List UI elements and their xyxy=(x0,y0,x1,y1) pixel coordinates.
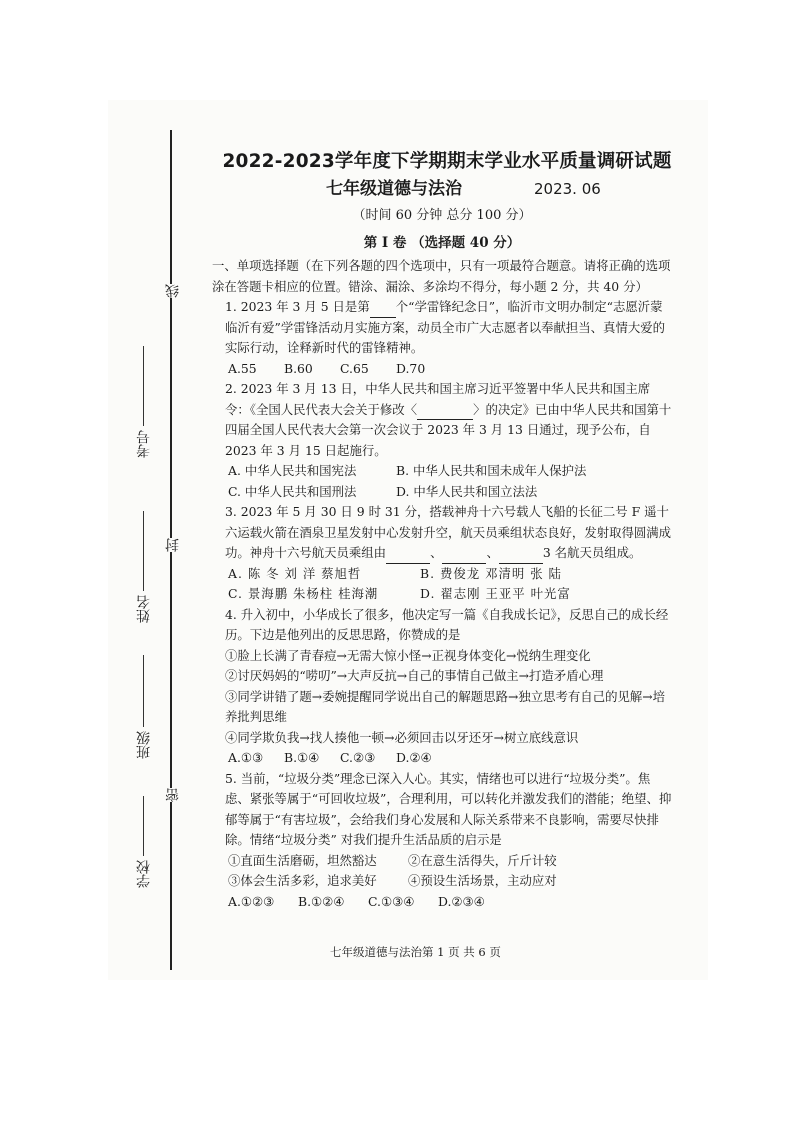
volume-heading: 第 Ⅰ 卷 （选择题 40 分） xyxy=(363,235,521,251)
q3-option-d: D. 翟志刚 王亚平 叶光富 xyxy=(420,586,571,601)
q3-separator-1: 、 xyxy=(430,545,443,560)
q5-option-b: B.①②④ xyxy=(298,893,345,909)
q4-item-3: ③同学讲错了题→委婉提醒同学说出自己的解题思路→独立思考有自己的见解→培养批判思维 xyxy=(225,688,666,724)
school-rule xyxy=(144,796,145,856)
school-field xyxy=(136,790,160,890)
class-field xyxy=(136,650,160,760)
q2-option-d: D. 中华人民共和国立法法 xyxy=(396,483,538,499)
q4-item-1: ①脸上长满了青春痘→无需大惊小怪→正视身体变化→悦纳生理变化 xyxy=(225,647,591,663)
q4-item-4: ④同学欺负我→找人揍他一顿→必须回击以牙还牙→树立底线意识 xyxy=(225,729,579,745)
q5-item-3: ③体会生活多彩，追求美好 xyxy=(228,873,377,888)
q3-stem-a: 3. 2023 年 5 月 30 日 9 时 31 分，搭载神舟十六号载人飞船的长征二号 F 遥十六运载火箭在酒泉卫星发射中心发射升空，航天员乘组状态良好，发射取得圆满成功。神舟十六号航天员乘组由 xyxy=(225,504,672,560)
question-5: 5. 当前，“垃圾分类”理念已深入人心。其实，情绪也可以进行“垃圾分类”。焦虑、紧张等属于“可回收垃圾”，合理利用，可以转化并激发我们的潜能；绝望、抑郁等属于“有害垃圾”，会给我们身心发展和人际关系带来不良影响，需要尽快排除。情绪“垃圾分类” 对我们提升生活品质的启示是 xyxy=(225,770,672,847)
question-4: 4. 升入初中，小华成长了很多，他决定写一篇《自我成长记》，反思自己的成长经历。下边是他列出的反思思路，你赞成的是 xyxy=(225,606,669,642)
question-2 xyxy=(212,379,672,461)
q3-option-a: A. 陈 冬 刘 洋 蔡旭哲 xyxy=(228,565,362,581)
q1-option-d: D.70 xyxy=(396,360,426,376)
q3-option-c: C. 景海鹏 朱杨柱 桂海潮 xyxy=(228,586,379,601)
name-label: 姓名 xyxy=(136,595,152,623)
q1-option-c: C.65 xyxy=(340,360,369,376)
name-rule xyxy=(144,511,145,591)
q2-options xyxy=(212,461,672,502)
q2-option-a: A. 中华人民共和国宪法 xyxy=(228,463,357,478)
question-3 xyxy=(212,502,672,564)
page-footer: 七年级道德与法治第 1 页 共 6 页 xyxy=(330,945,501,959)
q5-item-4: ④预设生活场景，主动应对 xyxy=(408,873,557,888)
section-instructions: 一、单项选择题（在下列各题的四个选项中，只有一项最符合题意。请将正确的选项涂在答题卡相应的位置。错涂、漏涂、多涂均不得分，每小题 2 分，共 40 分） xyxy=(212,258,671,294)
q3-blank-1 xyxy=(386,549,430,564)
exam-date: 2023. 06 xyxy=(534,180,601,198)
exam-subject: 七年级道德与法治 xyxy=(326,179,462,199)
q4-option-a: A.①③ xyxy=(228,750,264,765)
subtitle-row xyxy=(212,176,672,202)
binding-mark-seal: 封 xyxy=(165,538,181,552)
q4-option-c: C.②③ xyxy=(340,750,376,765)
q2-option-c: C. 中华人民共和国刑法 xyxy=(228,483,357,499)
q4-option-b: B.①④ xyxy=(284,750,320,765)
exam-number-rule xyxy=(144,346,145,426)
q5-option-a: A.①②③ xyxy=(228,893,275,909)
class-rule xyxy=(144,655,145,727)
q1-blank xyxy=(370,303,396,318)
q3-option-b: B. 费俊龙 邓清明 张 陆 xyxy=(420,565,562,581)
exam-number-label: 考号 xyxy=(136,430,152,458)
school-label: 学校 xyxy=(136,860,152,888)
exam-title: 2022-2023学年度下学期期末学业水平质量调研试题 xyxy=(222,151,672,172)
q3-blank-2 xyxy=(442,549,486,564)
q1-option-a: A.55 xyxy=(228,360,257,376)
q3-stem-b: 3 名航天员组成。 xyxy=(542,545,642,560)
q1-option-b: B.60 xyxy=(284,360,313,376)
q2-stem-b: 〉的决定》已由中华人民共和国第十四届全国人民代表大会第一次会议于 2023 年 3 月 13 日通过，现予公布，自 2023 年 3 月 15 日起施行。 xyxy=(225,401,672,458)
q1-stem-b: 个“学雷锋纪念日”，临沂市文明办制定“志愿沂蒙 临沂有爱”学雷锋活动月实施方案，动员全市广大志愿者以奉献担当、真情大爱的实际行动，诠释新时代的雷锋精神。 xyxy=(225,299,666,355)
q1-options xyxy=(212,359,672,380)
q5-items xyxy=(212,851,672,892)
q5-options xyxy=(212,892,672,913)
binding-mark-line: 线 xyxy=(165,284,181,298)
q5-item-1: ①直面生活磨砺，坦然豁达 xyxy=(228,852,377,868)
q5-option-d: D.②③④ xyxy=(438,893,485,909)
q5-option-c: C.①③④ xyxy=(368,893,415,909)
question-1 xyxy=(212,297,672,359)
q3-separator-2: 、 xyxy=(486,545,499,560)
exam-content xyxy=(212,148,672,912)
q4-option-d: D.②④ xyxy=(396,750,432,765)
exam-number-field xyxy=(136,340,160,460)
q2-option-b: B. 中华人民共和国未成年人保护法 xyxy=(396,463,587,478)
q4-item-2: ②讨厌妈妈的“唠叨”→大声反抗→自己的事情自己做主→打造矛盾心理 xyxy=(225,668,604,683)
q2-stem-a: 2. 2023 年 3 月 13 日，中华人民共和国主席习近平签署中华人民共和国主席令：《全国人民代表大会关于修改〈 xyxy=(225,381,651,417)
q3-options xyxy=(212,564,672,605)
binding-mark-secret: 密 xyxy=(165,788,181,802)
q4-options xyxy=(212,748,672,769)
q2-blank xyxy=(417,405,473,420)
q3-blank-3 xyxy=(499,549,543,564)
exam-time-info: （时间 60 分钟 总分 100 分） xyxy=(352,208,532,223)
q5-item-2: ②在意生活得失，斤斤计较 xyxy=(408,852,557,868)
class-label: 班级 xyxy=(136,731,152,759)
q1-stem-a: 1. 2023 年 3 月 5 日是第 xyxy=(225,299,370,314)
name-field xyxy=(136,505,160,625)
